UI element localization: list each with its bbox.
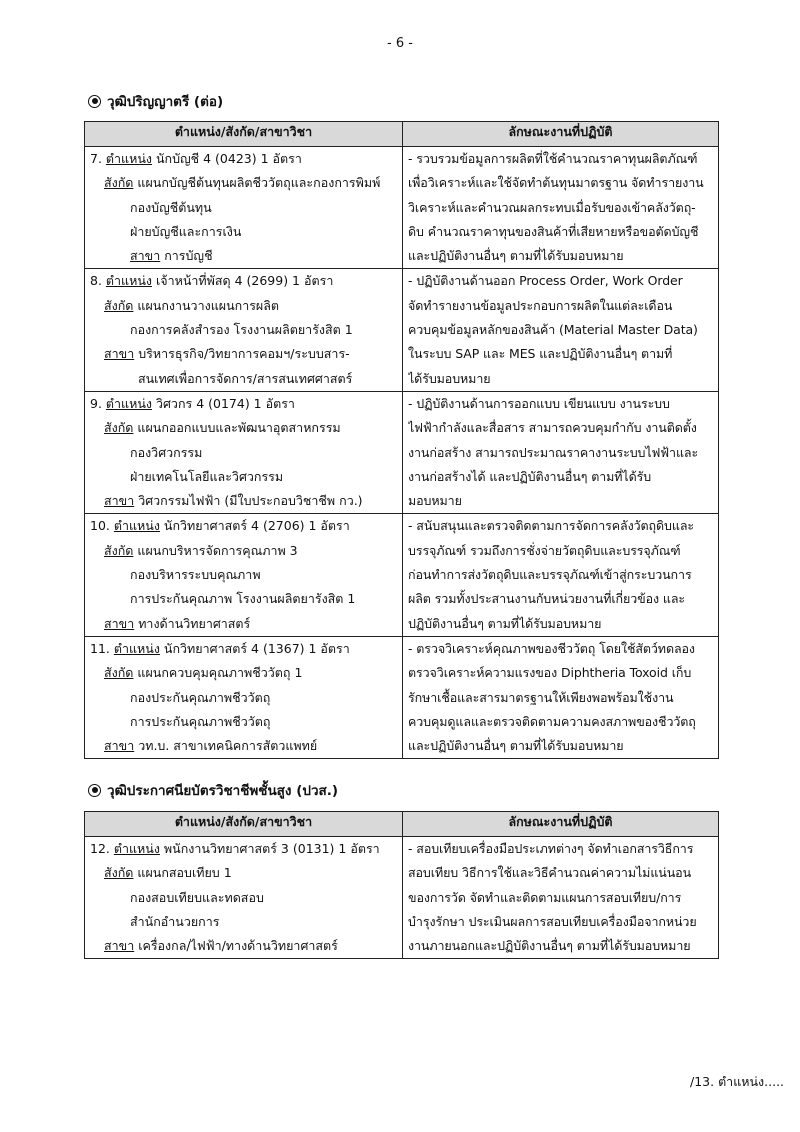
field-value: การประกันคุณภาพ โรงงานผลิตยารังสิต 1 xyxy=(130,591,356,607)
field-label: ตำแหน่ง xyxy=(105,395,152,411)
duties-line: ควบคุมข้อมูลหลักของสินค้า (Material Master Data) xyxy=(408,322,698,338)
duties-cell xyxy=(403,636,719,758)
page-number: - 6 - xyxy=(387,36,413,51)
position-cell xyxy=(85,514,403,636)
field-label: สาขา xyxy=(104,738,135,754)
field-value: แผนกบัญชีต้นทุนผลิตชีววัตถุและกองการพิมพ์ xyxy=(133,175,381,191)
field-label: สาขา xyxy=(104,346,135,362)
position-line xyxy=(90,416,397,440)
field-value: การประกันคุณภาพชีววัตถุ xyxy=(130,713,271,729)
field-label: สังกัด xyxy=(104,542,134,558)
section-heading-diploma xyxy=(88,779,338,801)
position-line xyxy=(90,392,397,416)
duties-line: และปฏิบัติงานอื่นๆ ตามที่ได้รับมอบหมาย xyxy=(408,248,624,264)
position-line xyxy=(90,886,397,910)
position-line xyxy=(90,587,397,611)
field-value: สำนักอำนวยการ xyxy=(130,913,220,929)
field-label: ตำแหน่ง xyxy=(105,273,152,289)
position-line xyxy=(90,294,397,318)
field-value: นักบัญชี 4 (0423) 1 อัตรา xyxy=(152,151,302,166)
duties-cell xyxy=(403,514,719,636)
table-row xyxy=(85,636,719,758)
item-number: 10. xyxy=(90,518,114,534)
column-header-duties: ลักษณะงานที่ปฏิบัติ xyxy=(403,122,719,147)
field-value: สนเทศเพื่อการจัดการ/สารสนเทศศาสตร์ xyxy=(138,370,353,386)
field-value: ฝ่ายเทคโนโลยีและวิศวกรรม xyxy=(130,468,284,484)
position-line xyxy=(90,147,397,171)
duties-line: ในระบบ SAP และ MES และปฏิบัติงานอื่นๆ ตามที่ xyxy=(408,346,673,362)
field-value: ฝ่ายบัญชีและการเงิน xyxy=(130,223,242,239)
field-value: นักวิทยาศาสตร์ 4 (1367) 1 อัตรา xyxy=(159,640,350,656)
duties-line: ผลิต รวมทั้งประสานงานกับหน่วยงานที่เกี่ยวข้อง และ xyxy=(408,591,685,607)
position-line xyxy=(90,612,397,636)
item-number: 9. xyxy=(90,395,106,411)
duties-line: มอบหมาย xyxy=(408,493,462,509)
field-label: ตำแหน่ง xyxy=(105,151,152,166)
duties-line: และปฏิบัติงานอื่นๆ ตามที่ได้รับมอบหมาย xyxy=(408,738,624,754)
bullet-circle-icon xyxy=(88,784,101,797)
field-value: บริหารธุรกิจ/วิทยาการคอมฯ/ระบบสาร- xyxy=(134,346,350,362)
item-number: 12. xyxy=(90,841,114,856)
column-header-position: ตำแหน่ง/สังกัด/สาขาวิชา xyxy=(85,122,403,147)
item-number: 8. xyxy=(90,273,106,289)
field-value: กองบัญชีต้นทุน xyxy=(130,199,212,215)
position-line xyxy=(90,220,397,244)
duties-cell xyxy=(403,391,719,513)
table-row xyxy=(85,514,719,636)
field-value: แผนกสอบเทียบ 1 xyxy=(133,865,232,881)
field-value: กองสอบเทียบและทดสอบ xyxy=(130,889,264,905)
duties-line: เพื่อวิเคราะห์และใช้จัดทำต้นทุนมาตรฐาน จัดทำรายงาน xyxy=(408,175,704,191)
item-number: 7. xyxy=(90,151,106,166)
field-value: เจ้าหน้าที่พัสดุ 4 (2699) 1 อัตรา xyxy=(152,273,334,289)
position-line xyxy=(90,367,397,391)
position-line xyxy=(90,934,397,958)
field-value: กองวิศวกรรม xyxy=(130,444,203,460)
duties-line: - ปฏิบัติงานด้านออก Process Order, Work Order xyxy=(408,273,683,289)
field-label: สาขา xyxy=(104,493,135,509)
field-label: สาขา xyxy=(104,615,135,631)
position-cell xyxy=(85,837,403,959)
column-header-duties: ลักษณะงานที่ปฏิบัติ xyxy=(403,812,719,837)
duties-line: ดิบ คำนวณราคาทุนของสินค้าที่เสียหายหรือขอตัดบัญชี xyxy=(408,223,699,239)
field-value: วิศวกร 4 (0174) 1 อัตรา xyxy=(152,395,295,411)
position-line xyxy=(90,171,397,195)
duties-line: - สอบเทียบเครื่องมือประเภทต่างๆ จัดทำเอกสารวิธีการ xyxy=(408,841,694,856)
field-label: สังกัด xyxy=(104,665,134,681)
field-label: สาขา xyxy=(130,248,161,264)
duties-cell xyxy=(403,147,719,269)
field-label: ตำแหน่ง xyxy=(113,841,160,856)
position-cell xyxy=(85,269,403,391)
duties-line: ปฏิบัติงานอื่นๆ ตามที่ได้รับมอบหมาย xyxy=(408,615,602,631)
position-line xyxy=(90,637,397,661)
duties-line: วิเคราะห์และคำนวณผลกระทบเมื่อรับของเข้าคลังวัตถุ- xyxy=(408,199,696,215)
field-value: เครื่องกล/ไฟฟ้า/ทางด้านวิทยาศาสตร์ xyxy=(134,938,338,954)
duties-line: สอบเทียบ วิธีการใช้และวิธีคำนวณค่าความไม่แน่นอน xyxy=(408,865,692,881)
position-line xyxy=(90,539,397,563)
continuation-note: /13. ตำแหน่ง..... xyxy=(690,1074,785,1089)
position-line xyxy=(90,514,397,538)
duties-cell xyxy=(403,837,719,959)
field-value: ทางด้านวิทยาศาสตร์ xyxy=(134,615,251,631)
position-line xyxy=(90,837,397,861)
duties-line: งานภายนอกและปฏิบัติงานอื่นๆ ตามที่ได้รับมอบหมาย xyxy=(408,938,691,954)
field-value: วิศวกรรมไฟฟ้า (มีใบประกอบวิชาชีพ กว.) xyxy=(134,493,363,509)
duties-line: งานก่อสร้างได้ และปฏิบัติงานอื่นๆ ตามที่ได้รับ xyxy=(408,468,652,484)
field-value: การบัญชี xyxy=(160,248,213,264)
column-header-position: ตำแหน่ง/สังกัด/สาขาวิชา xyxy=(85,812,403,837)
duties-line: ของการวัด จัดทำและติดตามแผนการสอบเทียบ/การ xyxy=(408,889,682,905)
field-value: แผนกงานวางแผนการผลิต xyxy=(133,297,280,313)
positions-table-bachelor xyxy=(84,121,719,759)
duties-line: - ตรวจวิเคราะห์คุณภาพของชีววัตถุ โดยใช้สัตว์ทดลอง xyxy=(408,640,695,656)
field-value: พนักงานวิทยาศาสตร์ 3 (0131) 1 อัตรา xyxy=(159,841,380,856)
duties-line: ควบคุมดูแลและตรวจติดตามความคงสภาพของชีววัตถุ xyxy=(408,713,696,729)
duties-line: รักษาเชื้อและสารมาตรฐานให้เพียงพอพร้อมใช้งาน xyxy=(408,689,674,705)
section-title: วุฒิปริญญาตรี (ต่อ) xyxy=(107,94,224,110)
position-line xyxy=(90,686,397,710)
field-value: กองประกันคุณภาพชีววัตถุ xyxy=(130,689,271,705)
duties-line: งานก่อสร้าง สามารถประมาณราคางานระบบไฟฟ้าและ xyxy=(408,444,699,460)
position-line xyxy=(90,734,397,758)
field-value: วท.บ. สาขาเทคนิคการสัตวแพทย์ xyxy=(134,738,318,754)
position-line xyxy=(90,910,397,934)
duties-line: - สนับสนุนและตรวจติดตามการจัดการคลังวัตถุดิบและ xyxy=(408,518,694,534)
duties-line: ก่อนทำการส่งวัตถุดิบและบรรจุภัณฑ์เข้าสู่กระบวนการ xyxy=(408,567,692,583)
section-title: วุฒิประกาศนียบัตรวิชาชีพชั้นสูง (ปวส.) xyxy=(107,783,339,799)
position-line xyxy=(90,244,397,268)
field-label: สังกัด xyxy=(104,865,134,881)
position-line xyxy=(90,563,397,587)
position-line xyxy=(90,661,397,685)
position-cell xyxy=(85,147,403,269)
item-number: 11. xyxy=(90,640,114,656)
duties-line: - รวบรวมข้อมูลการผลิตที่ใช้คำนวณราคาทุนผลิตภัณฑ์ xyxy=(408,151,698,166)
table-row xyxy=(85,269,719,391)
position-line xyxy=(90,196,397,220)
position-cell xyxy=(85,636,403,758)
field-label: สังกัด xyxy=(104,297,134,313)
position-line xyxy=(90,465,397,489)
field-value: แผนกออกแบบและพัฒนาอุตสาหกรรม xyxy=(133,420,341,436)
position-line xyxy=(90,342,397,366)
field-label: สังกัด xyxy=(104,420,134,436)
positions-table-diploma xyxy=(84,811,719,959)
field-value: แผนกควบคุมคุณภาพชีววัตถุ 1 xyxy=(133,665,303,681)
field-label: ตำแหน่ง xyxy=(113,640,160,656)
position-line xyxy=(90,861,397,885)
field-label: สาขา xyxy=(104,938,135,954)
field-value: กองบริหารระบบคุณภาพ xyxy=(130,567,261,583)
field-value: แผนกบริหารจัดการคุณภาพ 3 xyxy=(133,542,298,558)
duties-cell xyxy=(403,269,719,391)
bullet-circle-icon xyxy=(88,95,101,108)
field-value: นักวิทยาศาสตร์ 4 (2706) 1 อัตรา xyxy=(159,518,350,534)
position-line xyxy=(90,441,397,465)
position-line xyxy=(90,489,397,513)
duties-line: บรรจุภัณฑ์ รวมถึงการชั่งจ่ายวัตถุดิบและบรรจุภัณฑ์ xyxy=(408,542,681,558)
field-value: กองการคลังสำรอง โรงงานผลิตยารังสิต 1 xyxy=(130,322,353,338)
table-row xyxy=(85,837,719,959)
field-label: ตำแหน่ง xyxy=(113,518,160,534)
section-heading-bachelor xyxy=(88,90,223,112)
table-row xyxy=(85,391,719,513)
table-row xyxy=(85,147,719,269)
position-line xyxy=(90,318,397,342)
position-line xyxy=(90,269,397,293)
duties-line: บำรุงรักษา ประเมินผลการสอบเทียบเครื่องมือจากหน่วย xyxy=(408,913,697,929)
duties-line: ได้รับมอบหมาย xyxy=(408,370,491,386)
duties-line: จัดทำรายงานข้อมูลประกอบการผลิตในแต่ละเดือน xyxy=(408,297,673,313)
duties-line: - ปฏิบัติงานด้านการออกแบบ เขียนแบบ งานระบบ xyxy=(408,395,670,411)
position-cell xyxy=(85,391,403,513)
field-label: สังกัด xyxy=(104,175,134,191)
position-line xyxy=(90,710,397,734)
duties-line: ตรวจวิเคราะห์ความแรงของ Diphtheria Toxoid เก็บ xyxy=(408,665,692,681)
duties-line: ไฟฟ้ากำลังและสื่อสาร สามารถควบคุมกำกับ งานติดตั้ง xyxy=(408,420,697,436)
